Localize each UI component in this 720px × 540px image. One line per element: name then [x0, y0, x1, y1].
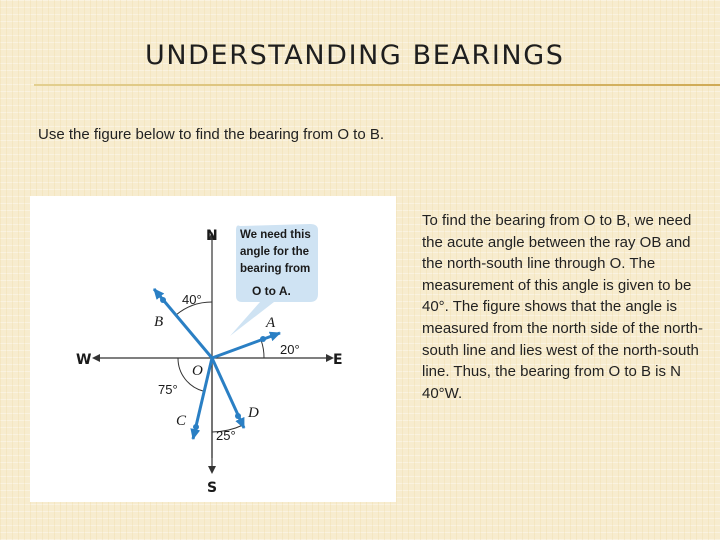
bearing-figure	[30, 196, 396, 502]
north-label: N	[206, 228, 218, 244]
slide-title: UNDERSTANDING BEARINGS	[145, 40, 565, 71]
callout-line-4: O to A.	[252, 284, 291, 298]
south-label: S	[207, 480, 218, 496]
angle-b-label: 40°	[182, 292, 202, 307]
angle-a-label: 20°	[280, 342, 300, 357]
bearing-diagram	[30, 196, 396, 502]
point-d-label: D	[248, 405, 259, 421]
point-b-dot	[160, 297, 166, 303]
angle-d-label: 25°	[216, 428, 236, 443]
callout-line-1: We need this	[240, 229, 311, 241]
point-c-dot	[193, 424, 199, 430]
explanation-text: To find the bearing from O to B, we need the acute angle between the ray OB and the north-south line through O. The measurement of this angle is given to be 40°. The figure shows that the angle is measured from the north side of the north-south line and lies west of the north-south line. Thus, the bearing from O to B is N 40°W.	[422, 212, 703, 402]
callout-line-3: bearing from	[240, 263, 311, 275]
callout-line-2: angle for the	[240, 246, 310, 258]
point-d-dot	[235, 413, 241, 419]
point-a-label: A	[266, 315, 276, 331]
point-a-dot	[260, 336, 266, 342]
point-b-label: B	[154, 314, 164, 330]
ray-oa	[212, 333, 280, 358]
point-c-label: C	[176, 413, 187, 429]
angle-c-label: 75°	[158, 382, 178, 397]
origin-label: O	[192, 363, 203, 379]
west-label: W	[76, 352, 92, 368]
title-divider	[34, 84, 720, 86]
angle-arc-a	[261, 340, 264, 358]
question-text: Use the figure below to find the bearing from O to B.	[38, 126, 385, 143]
east-label: E	[333, 352, 343, 368]
